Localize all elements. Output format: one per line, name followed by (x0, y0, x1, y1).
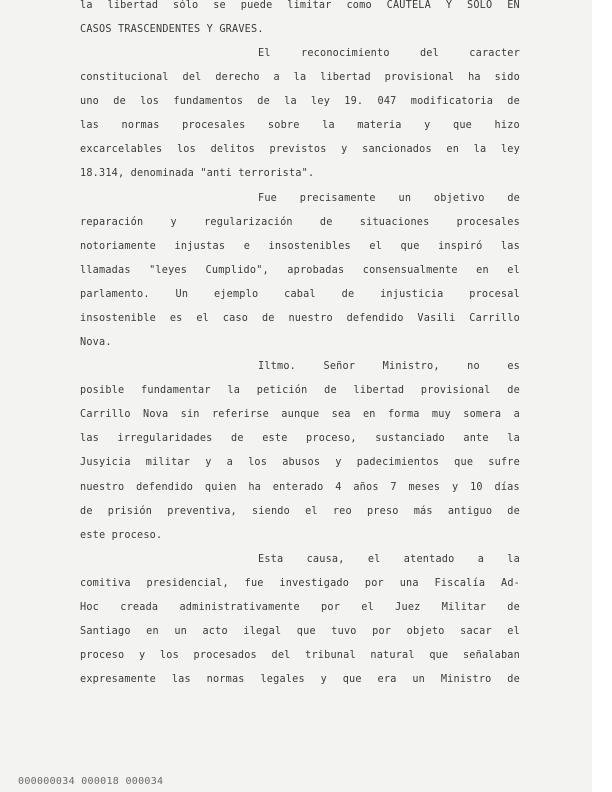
text-line: este proceso. (80, 530, 163, 541)
text-line: Hoc creada administrativamente por el Juez Militar de (80, 602, 520, 613)
text-line: la libertad sólo se puede limitar como CAUTELA Y SOLO EN (80, 0, 520, 11)
footer-stamp: 000000034 000018 000034 (18, 776, 164, 787)
text-line: reparación y regularización de situaciones procesales (80, 217, 520, 228)
text-line: uno de los fundamentos de la ley 19. 047 modificatoria de (80, 96, 520, 107)
text-line: parlamento. Un ejemplo cabal de injusticia procesal (80, 289, 520, 300)
text-line: Iltmo. Señor Ministro, no es (258, 361, 520, 372)
text-line: Fue precisamente un objetivo de (258, 193, 520, 204)
text-line: excarcelables los delitos previstos y sancionados en la ley (80, 144, 520, 155)
text-line: CASOS TRASCENDENTES Y GRAVES. (80, 24, 264, 35)
text-line: proceso y los procesados del tribunal natural que señalaban (80, 650, 520, 661)
text-line: las irregularidades de este proceso, sustanciado ante la (80, 433, 520, 444)
text-line: comitiva presidencial, fue investigado por una Fiscalía Ad- (80, 578, 520, 589)
text-line: notoriamente injustas e insostenibles el que inspiró las (80, 241, 520, 252)
text-line: de prisión preventiva, siendo el reo preso más antiguo de (80, 506, 520, 517)
text-line: llamadas "leyes Cumplido", aprobadas consensualmente en el (80, 265, 520, 276)
text-line: insostenible es el caso de nuestro defendido Vasili Carrillo (80, 313, 520, 324)
page-margin (592, 0, 612, 792)
text-line: constitucional del derecho a la libertad provisional ha sido (80, 72, 520, 83)
text-line: El reconocimiento del caracter (258, 48, 520, 59)
text-line: nuestro defendido quien ha enterado 4 años 7 meses y 10 días (80, 482, 520, 493)
text-line: expresamente las normas legales y que era un Ministro de (80, 674, 520, 685)
text-line: Esta causa, el atentado a la (258, 554, 520, 565)
text-line: Nova. (80, 337, 112, 348)
text-line: Carrillo Nova sin referirse aunque sea en forma muy somera a (80, 409, 520, 420)
text-line: 18.314, denominada "anti terrorista". (80, 168, 315, 179)
text-line: las normas procesales sobre la materia y que hizo (80, 120, 520, 131)
text-line: Santiago en un acto ilegal que tuvo por objeto sacar el (80, 626, 520, 637)
text-line: posible fundamentar la petición de libertad provisional de (80, 385, 520, 396)
text-line: Jusyicia militar y a los abusos y padecimientos que sufre (80, 457, 520, 468)
